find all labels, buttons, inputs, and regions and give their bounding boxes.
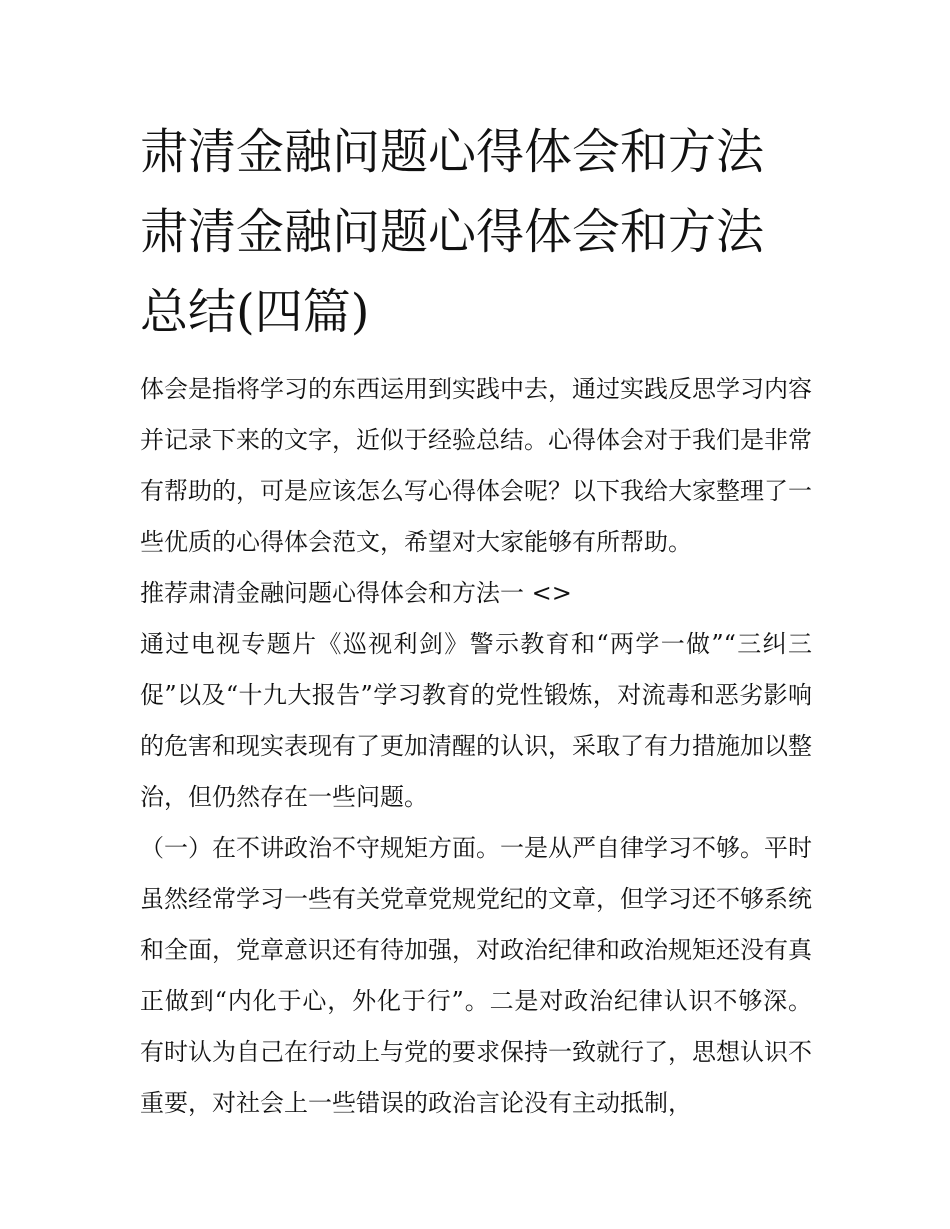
document-page [140, 112, 812, 1129]
document-title [140, 112, 812, 352]
section-heading: 推荐肃清金融问题心得体会和方法一 <> [140, 579, 572, 607]
document-body [140, 364, 812, 1129]
title-line-1: 肃清金融问题心得体会和方法 [140, 124, 765, 180]
intro-paragraph: 体会是指将学习的东西运用到实践中去，通过实践反思学习内容并记录下来的文字，近似于经验总结。心得体会对于我们是非常有帮助的，可是应该怎么写心得体会呢？以下我给大家整理了一些优质的心得体会范文，希望对大家能够有所帮助。 [140, 375, 812, 556]
title-line-2: 肃清金融问题心得体会和方法 [140, 204, 765, 260]
body-paragraph-1: 通过电视专题片《巡视利剑》警示教育和“两学一做”“三纠三促”以及“十九大报告”学习教育的党性锻炼，对流毒和恶劣影响的危害和现实表现有了更加清醒的认识，采取了有力措施加以整治，但仍然存在一些问题。 [140, 630, 812, 811]
title-line-3: 总结(四篇) [140, 284, 370, 340]
body-paragraph-2: （一）在不讲政治不守规矩方面。一是从严自律学习不够。平时虽然经常学习一些有关党章党规党纪的文章，但学习还不够系统和全面，党章意识还有待加强，对政治纪律和政治规矩还没有真正做到“内化于心，外化于行”。二是对政治纪律认识不够深。有时认为自己在行动上与党的要求保持一致就行了，思想认识不重要，对社会上一些错误的政治言论没有主动抵制， [140, 834, 812, 1117]
